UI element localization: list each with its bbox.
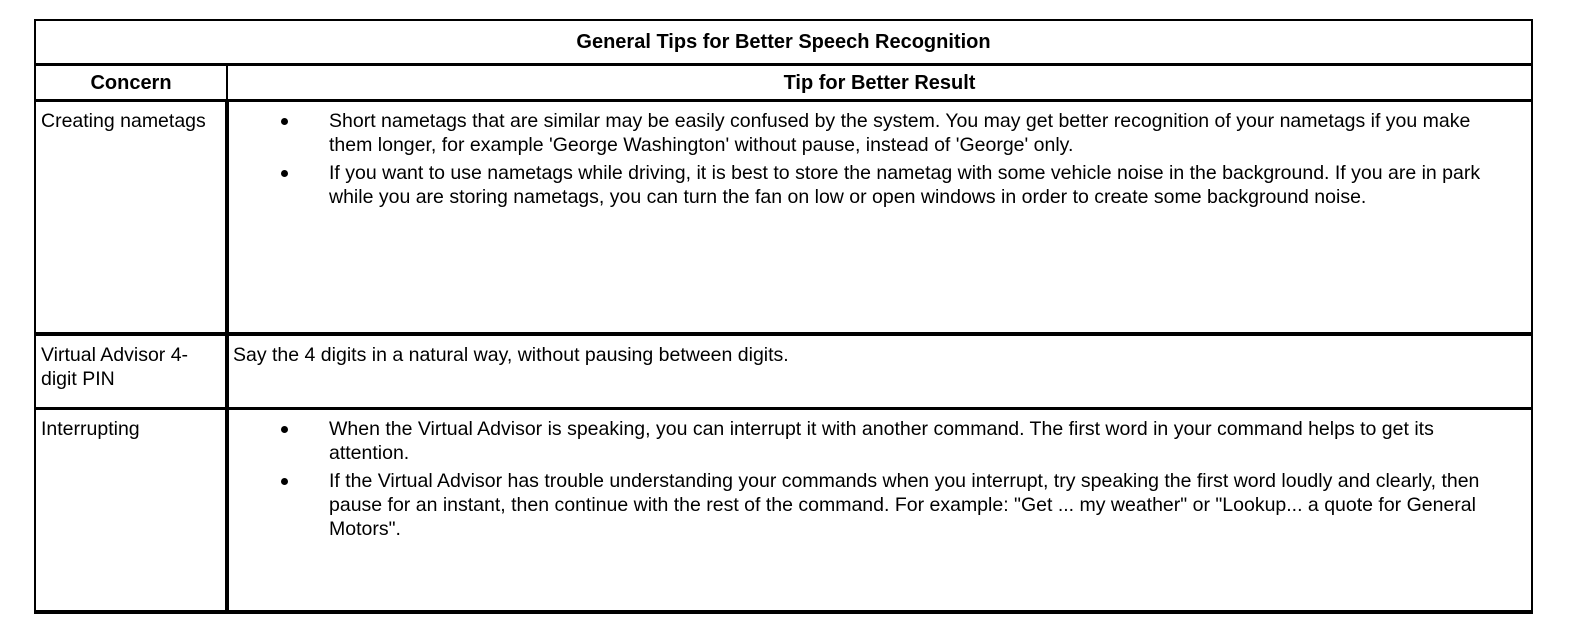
list-item: [229, 417, 1513, 465]
concern-cell: Interrupting: [35, 409, 227, 613]
tip-list: [229, 109, 1513, 209]
bullet-icon: [281, 478, 288, 485]
tip-cell: [227, 334, 1532, 409]
list-item: [229, 109, 1513, 157]
bullet-icon: [281, 170, 288, 177]
list-item: [229, 161, 1513, 209]
tip-list: [229, 417, 1513, 541]
table-row: [35, 101, 1532, 335]
tip-cell: [227, 101, 1532, 335]
title-row: [35, 20, 1532, 65]
table-row: [35, 409, 1532, 613]
concern-cell: Creating nametags: [35, 101, 227, 335]
tip-text: If you want to use nametags while driving, it is best to store the nametag with some vehicle noise in the background. If you are in park while you are storing nametags, you can turn the fan on low or open windows in order to create some background noise.: [329, 162, 1481, 208]
list-item: [229, 469, 1513, 541]
table-row: [35, 334, 1532, 409]
tip-text: When the Virtual Advisor is speaking, you can interrupt it with another command. The first word in your command helps to get its attention.: [329, 418, 1434, 464]
tip-text: If the Virtual Advisor has trouble understanding your commands when you interrupt, try speaking the first word loudly and clearly, then pause for an instant, then continue with the rest of the command. For example: "Get ... my weather" or "Lookup... a quote for General Motors".: [329, 470, 1480, 540]
header-tip: Tip for Better Result: [227, 65, 1532, 101]
concern-cell: Virtual Advisor 4-digit PIN: [35, 334, 227, 409]
bullet-icon: [281, 118, 288, 125]
table-title: General Tips for Better Speech Recognition: [35, 20, 1532, 65]
tip-text: Short nametags that are similar may be easily confused by the system. You may get better recognition of your nametags if you make them longer, for example 'George Washington' without pause, instead of 'George' only.: [329, 110, 1471, 156]
header-row: [35, 65, 1532, 101]
tip-cell: [227, 409, 1532, 613]
header-concern: Concern: [35, 65, 227, 101]
bullet-icon: [281, 426, 288, 433]
speech-tips-table: [34, 19, 1533, 614]
tip-text: Say the 4 digits in a natural way, without pausing between digits.: [233, 344, 789, 366]
